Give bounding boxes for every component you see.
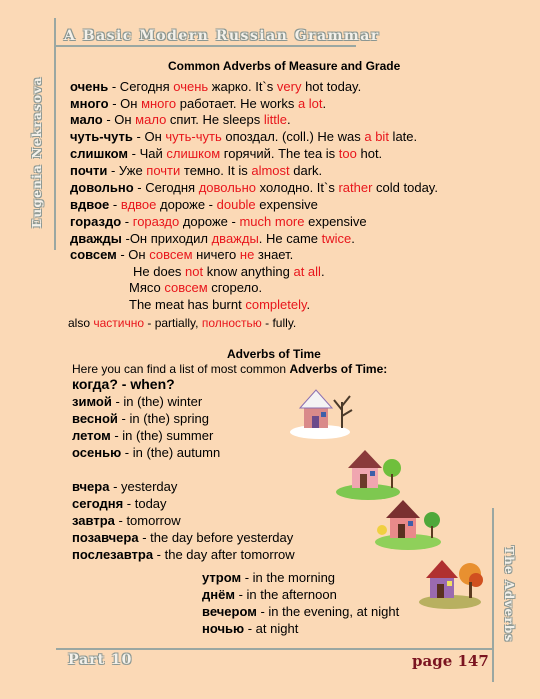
day-adverb-row — [72, 479, 177, 495]
example-text: . — [287, 112, 291, 127]
example-text: - — [109, 197, 121, 212]
left-rule — [54, 18, 56, 250]
example-text: не — [239, 247, 255, 262]
day-adverb-row — [72, 530, 293, 546]
also-line: also частично - partially, полностью - fully. — [68, 316, 297, 330]
adverb-term: гораздо — [70, 214, 122, 229]
example-text: almost — [251, 163, 290, 178]
example-text: жарко. It`s — [208, 79, 277, 94]
example-text: - Уже — [107, 163, 147, 178]
adverb-term: ночью — [202, 621, 245, 636]
right-rule — [492, 508, 494, 682]
translation: - yesterday — [109, 479, 178, 494]
example-text: ничего — [192, 247, 240, 262]
example-text: мало — [135, 112, 167, 127]
adverb-term: весной — [72, 411, 118, 426]
example-text: hot. — [356, 146, 383, 161]
chapter-title: The Adverbs — [502, 546, 516, 643]
author-name: Eugenia Nekrasova — [30, 76, 44, 228]
season-adverb-row — [72, 394, 202, 410]
example-continuation: The meat has burnt completely. — [129, 297, 311, 312]
example-text: cold today. — [372, 180, 438, 195]
season-adverb-row — [72, 445, 220, 461]
book-title: A Basic Modern Russian Grammar — [64, 28, 380, 44]
measure-adverb-row — [70, 231, 355, 247]
example-text: - Он — [108, 96, 142, 111]
example-text: late. — [388, 129, 418, 144]
adverb-term: летом — [72, 428, 111, 443]
measure-adverb-row — [70, 180, 438, 196]
example-text: холодно. It`s — [255, 180, 339, 195]
adverb-term: мало — [70, 112, 103, 127]
summer-house-icon — [374, 488, 446, 552]
example-text: спит. He sleeps — [166, 112, 264, 127]
translation: - at night — [244, 621, 299, 636]
time-intro: Here you can find a list of most common Adverbs of Time: — [72, 362, 388, 376]
adverb-term: много — [70, 96, 109, 111]
example-text: rather — [338, 180, 373, 195]
translation: - in the afternoon — [234, 587, 337, 602]
translation: - in the morning — [241, 570, 336, 585]
measure-adverb-row — [70, 247, 293, 263]
example-text: дороже - — [179, 214, 240, 229]
measure-adverb-row — [70, 146, 382, 162]
example-text: - — [121, 214, 133, 229]
example-text: twice — [321, 231, 352, 246]
example-text: опоздал. (coll.) He was — [221, 129, 365, 144]
adverb-term: утром — [202, 570, 242, 585]
measure-adverb-row — [70, 79, 361, 95]
example-text: много — [141, 96, 177, 111]
adverb-term: слишком — [70, 146, 129, 161]
adverb-term: вчера — [72, 479, 110, 494]
translation: - in the evening, at night — [256, 604, 400, 619]
example-text: - Он — [116, 247, 150, 262]
example-text: - Сегодня — [108, 79, 174, 94]
example-text: - Он — [102, 112, 136, 127]
example-text: довольно — [198, 180, 256, 195]
measure-adverb-row — [70, 96, 326, 112]
day-adverb-row — [72, 496, 167, 512]
example-text: - Он — [132, 129, 166, 144]
example-text: темно. It is — [180, 163, 252, 178]
adverb-term: завтра — [72, 513, 115, 528]
translation: - in (the) summer — [110, 428, 214, 443]
section-time-title: Adverbs of Time — [227, 347, 321, 361]
example-continuation: Мясо совсем сгорело. — [129, 280, 263, 295]
example-text: dark. — [289, 163, 323, 178]
adverb-term: позавчера — [72, 530, 139, 545]
measure-adverb-row — [70, 129, 417, 145]
translation: - in (the) winter — [111, 394, 203, 409]
example-text: -Он приходил — [121, 231, 212, 246]
example-text: . — [322, 96, 327, 111]
example-text: much more — [239, 214, 305, 229]
example-text: - Сегодня — [133, 180, 199, 195]
adverb-term: совсем — [70, 247, 117, 262]
example-text: little — [263, 112, 288, 127]
example-text: вдвое — [120, 197, 157, 212]
adverb-term: послезавтра — [72, 547, 154, 562]
example-text: a bit — [364, 129, 389, 144]
example-text: дважды — [211, 231, 259, 246]
example-text: hot today. — [301, 79, 362, 94]
example-text: too — [338, 146, 357, 161]
top-rule — [56, 45, 356, 47]
time-of-day-row — [202, 570, 335, 586]
day-adverb-row — [72, 547, 295, 563]
example-text: дороже - — [156, 197, 217, 212]
translation: - today — [123, 496, 167, 511]
example-text: . — [351, 231, 355, 246]
time-of-day-row — [202, 604, 399, 620]
example-text: работает. He works — [176, 96, 298, 111]
example-text: . He came — [258, 231, 322, 246]
page-number: page 147 — [412, 652, 489, 670]
measure-adverb-row — [70, 112, 291, 128]
autumn-house-icon — [418, 548, 488, 612]
adverb-term: вдвое — [70, 197, 110, 212]
adverb-term: сегодня — [72, 496, 124, 511]
adverb-term: довольно — [70, 180, 134, 195]
example-text: - Чай — [128, 146, 167, 161]
season-adverb-row — [72, 428, 213, 444]
measure-adverb-row — [70, 197, 318, 213]
example-text: a lot — [297, 96, 323, 111]
example-text: гораздо — [132, 214, 180, 229]
example-text: чуть-чуть — [165, 129, 222, 144]
example-text: совсем — [149, 247, 193, 262]
example-text: expensive — [255, 197, 318, 212]
day-adverb-row — [72, 513, 181, 529]
measure-adverb-row — [70, 214, 367, 230]
adverb-term: дважды — [70, 231, 122, 246]
example-text: very — [276, 79, 302, 94]
time-question: когда? - when? — [72, 376, 175, 392]
season-adverb-row — [72, 411, 209, 427]
translation: - in (the) spring — [117, 411, 209, 426]
adverb-term: осенью — [72, 445, 122, 460]
example-text: expensive — [304, 214, 367, 229]
example-text: double — [216, 197, 256, 212]
adverb-term: днём — [202, 587, 235, 602]
translation: - tomorrow — [114, 513, 181, 528]
example-text: знает. — [254, 247, 294, 262]
example-text: слишком — [166, 146, 221, 161]
measure-adverb-row — [70, 163, 322, 179]
example-text: горячий. The tea is — [220, 146, 339, 161]
winter-house-icon — [290, 376, 360, 440]
adverb-term: очень — [70, 79, 109, 94]
part-label: Part 10 — [68, 652, 133, 668]
example-continuation: He does not know anything at all. — [133, 264, 325, 279]
section-measure-title: Common Adverbs of Measure and Grade — [168, 59, 401, 73]
example-text: очень — [173, 79, 209, 94]
time-of-day-row — [202, 621, 298, 637]
translation: - the day after tomorrow — [153, 547, 295, 562]
bottom-rule — [56, 648, 494, 650]
example-text: почти — [146, 163, 181, 178]
adverb-term: почти — [70, 163, 108, 178]
adverb-term: чуть-чуть — [70, 129, 133, 144]
adverb-term: зимой — [72, 394, 112, 409]
time-of-day-row — [202, 587, 337, 603]
translation: - in (the) autumn — [121, 445, 221, 460]
translation: - the day before yesterday — [138, 530, 294, 545]
adverb-term: вечером — [202, 604, 257, 619]
